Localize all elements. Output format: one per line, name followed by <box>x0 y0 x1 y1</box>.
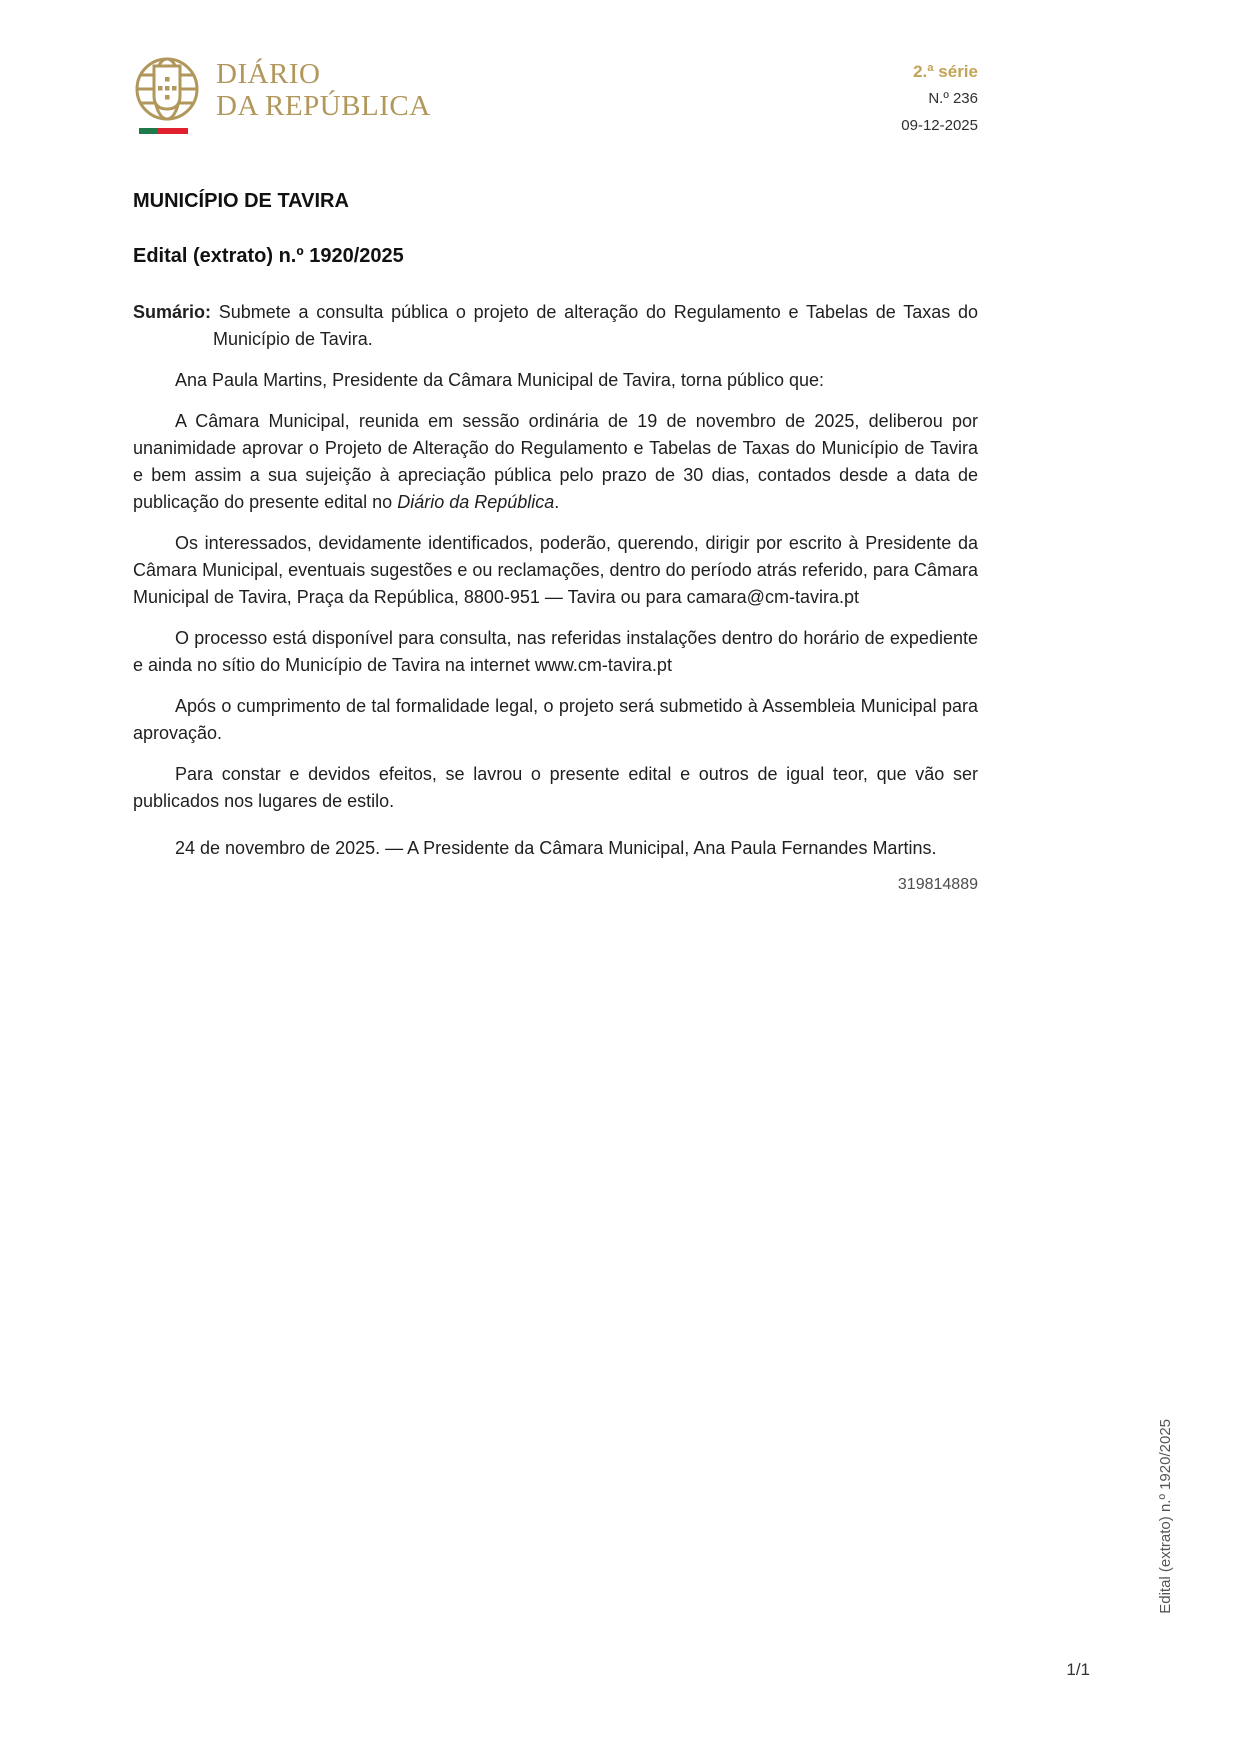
paragraph-deliberation <box>133 408 978 516</box>
armillary-sphere-emblem-icon <box>133 56 201 141</box>
paragraph-formality: Após o cumprimento de tal formalidade legal, o projeto será submetido à Assembleia Municipal para aprovação. <box>133 696 978 743</box>
logo-line-1: DIÁRIO <box>216 58 321 90</box>
signature-line: 24 de novembro de 2025. — A Presidente da Câmara Municipal, Ana Paula Fernandes Martins. <box>175 838 937 858</box>
logo-line-2: DA REPÚBLICA <box>216 90 431 122</box>
registry-number: 319814889 <box>897 876 978 893</box>
issue-date: 09-12-2025 <box>901 117 978 134</box>
gazette-name-italic: Diário da República <box>397 492 555 512</box>
document-content <box>133 190 978 894</box>
summary-label: Sumário: <box>133 302 212 322</box>
issue-series: 2.ª série <box>913 62 978 81</box>
page-header <box>133 56 978 141</box>
paragraph-interested-parties: Os interessados, devidamente identificados, poderão, querendo, dirigir por escrito à Presidente da Câmara Municipal, eventuais sugestões e ou reclamações, dentro do período atrás referido, para Câmara Municipal de Tavira, Praça da República, 8800-951 — Tavira ou para camara@cm-tavira.pt <box>133 533 978 607</box>
document-title: Edital (extrato) n.º 1920/2025 <box>133 245 404 267</box>
paragraph-deliberation-end: . <box>554 492 560 512</box>
paragraph-consultation: O processo está disponível para consulta, nas referidas instalações dentro do horário de expediente e ainda no sítio do Município de Tavira na internet www.cm-tavira.pt <box>133 628 978 675</box>
portugal-flag-bar <box>139 128 188 134</box>
vertical-document-reference: Edital (extrato) n.º 1920/2025 <box>1157 1419 1174 1614</box>
entity-title: MUNICÍPIO DE TAVIRA <box>133 190 349 212</box>
issue-info <box>901 58 978 139</box>
diario-da-republica-logo <box>133 56 431 141</box>
paragraph-announcement: Ana Paula Martins, Presidente da Câmara Municipal de Tavira, torna público que: <box>175 370 825 390</box>
logo-wordmark <box>216 58 431 122</box>
page-indicator: 1/1 <box>1066 1660 1090 1679</box>
paragraph-deliberation-text: A Câmara Municipal, reunida em sessão ordinária de 19 de novembro de 2025, deliberou por unanimidade aprovar o Projeto de Alteração do Regulamento e Tabelas de Taxas do Município de Tavira e bem assim a sua sujeição à apreciação pública pelo prazo de 30 dias, contados desde a data de publicação do presente edital no <box>133 411 978 512</box>
summary-paragraph <box>133 299 978 353</box>
summary-text: Submete a consulta pública o projeto de alteração do Regulamento e Tabelas de Taxas do Município de Tavira. <box>213 302 978 349</box>
issue-number: N.º 236 <box>928 90 978 107</box>
paragraph-closing: Para constar e devidos efeitos, se lavrou o presente edital e outros de igual teor, que vão ser publicados nos lugares de estilo. <box>133 764 978 811</box>
